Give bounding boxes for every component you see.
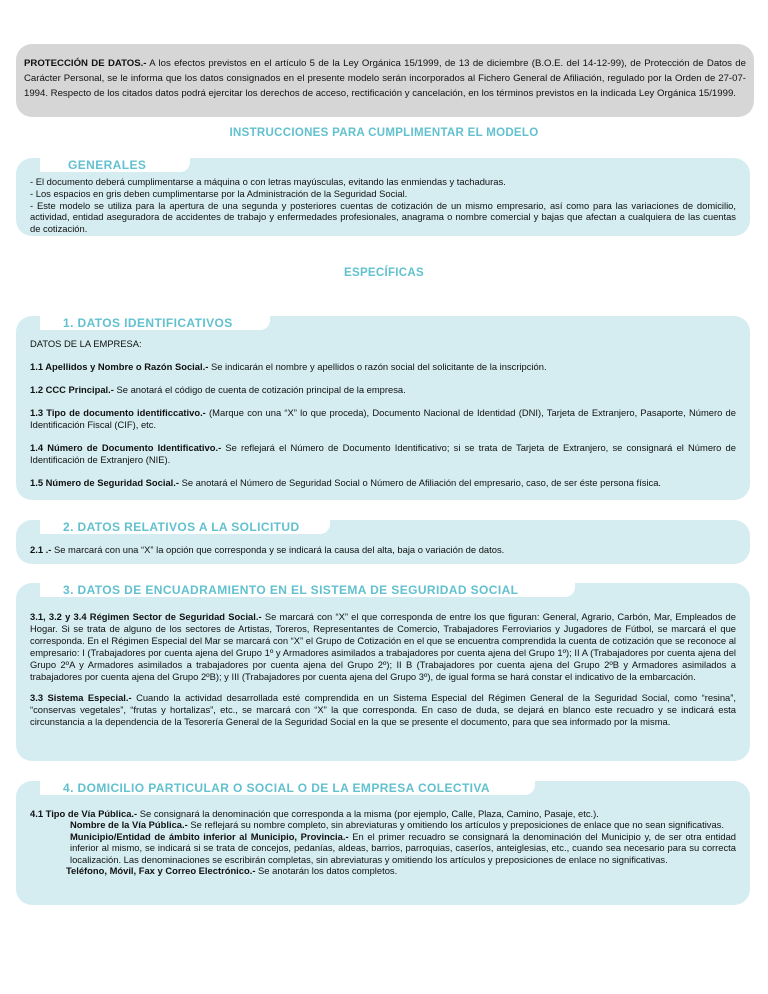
section-1-text xyxy=(30,338,736,489)
generales-line: - El documento deberá cumplimentarse a máquina o con letras mayúsculas, evitando las enmiendas y tachaduras. xyxy=(30,176,506,187)
section-4-panel xyxy=(16,781,750,905)
section-2-text xyxy=(30,544,736,556)
item-label: Teléfono, Móvil, Fax y Correo Electrónico.- xyxy=(66,865,256,877)
item-1-1 xyxy=(30,361,736,373)
item-text: En el primer recuadro se consignará la denominación del Municipio y, de ser otra entidad inferior al mismo, se indicará si se trata de concejos, pedanías, aldeas, barrios, parroquias, caseríos, anteiglesias, etc., cuando sea necesario para su correcta localización. Las denominaciones se escribirán completas, sin abreviaturas y omitiendo los artículos y preposiciones de enlace no significativas. xyxy=(70,830,736,865)
section-4-text xyxy=(30,808,736,876)
section-1-heading: 1. DATOS IDENTIFICATIVOS xyxy=(63,316,233,330)
item-text: (Marque con una “X” lo que proceda), Documento Nacional de Identidad (DNI), Tarjeta de Extranjero, Pasaporte, Número de Identificación Fiscal (CIF), etc. xyxy=(30,407,736,430)
item-4-1 xyxy=(30,808,736,819)
item-label: 1.1 Apellidos y Nombre o Razón Social.- xyxy=(30,361,209,372)
section-4-heading: 4. DOMICILIO PARTICULAR O SOCIAL O DE LA EMPRESA COLECTIVA xyxy=(63,781,490,795)
page-title: INSTRUCCIONES PARA CUMPLIMENTAR EL MODELO xyxy=(229,127,539,139)
item-label: 3.1, 3.2 y 3.4 Régimen Sector de Seguridad Social.- xyxy=(30,611,262,622)
item-text: Se marcará con “X” el que corresponda de entre los que figuran: General, Agrario, Carbón, Mar, Empleados de Hogar. Si se trata de alguno de los sectores de Artistas, Toreros, Representantes de Comercio, Trabajadores Ferroviarios y Jugadores de Fútbol, se marcará el que corresponda. En el Régimen Especial del Mar se marcará con “X” el Grupo de Cotización en el que se encuentra comprendida la cuenta de cotización que se reconoce al empresario: I (Trabajadores por cuenta ajena del Grupo 1º y Armadores asimilados a trabajadores por cuenta ajena del Grupo 1º); II A (Trabajadores por cuenta ajena del Grupo 2ºA y Armadores asimilados a trabajadores por cuenta ajena del Grupo 2º); II B (Trabajadores por cuenta ajena del Grupo 2ºB y Armadores asimilados a trabajadores por cuenta ajena del Grupo 2ºB); y III (Trabajadores por cuenta ajena del Grupo 3º), de igual forma se hará constar el indicativo de la embarcación. xyxy=(30,611,736,682)
section-3-heading: 3. DATOS DE ENCUADRAMIENTO EN EL SISTEMA DE SEGURIDAD SOCIAL xyxy=(63,583,519,597)
generales-line: - Este modelo se utiliza para la apertura de una segunda y posteriores cuentas de cotización de un mismo empresario, así como para las variaciones de domicilio, actividad, entidad aseguradora de accidentes de trabajo y enfermedades profesionales, anagrama o nombre comercial y bajas que afectan a cualquiera de las cuentas de cotización. xyxy=(30,199,736,235)
section-2-panel xyxy=(16,520,750,564)
item-text: Se reflejará el Número de Documento Identificativo; si se trata de Tarjeta de Extranjero, se consignará el Número de Identificación de Extranjero (NIE). xyxy=(30,442,736,465)
generales-text xyxy=(30,176,736,235)
section-1-intro: DATOS DE LA EMPRESA: xyxy=(30,338,142,349)
especificas-title: ESPECÍFICAS xyxy=(344,267,424,279)
section-3-panel xyxy=(16,583,750,761)
item-1-3 xyxy=(30,407,736,431)
item-3-1 xyxy=(30,611,736,683)
item-text: Cuando la actividad desarrollada esté comprendida en un Sistema Especial del Régimen General de la Seguridad Social, como “resina”, “conservas vegetales”, “frutas y hortalizas”, etc., se marcará con “X” la que corresponda. En caso de duda, se dejará en blanco este recuadro y se indicará esta circunstancia a la dependencia de la Tesorería General de la Seguridad Social en la que se presente el documento, para que sea informado por la misma. xyxy=(30,692,736,727)
data-protection-label: PROTECCIÓN DE DATOS.- xyxy=(24,58,147,69)
item-4-municipio xyxy=(30,831,736,865)
item-label: Nombre de la Vía Pública.- xyxy=(70,819,188,831)
data-protection-text xyxy=(24,56,746,101)
item-text: Se anotará el código de cuenta de cotización principal de la empresa. xyxy=(113,384,406,395)
item-4-nombre xyxy=(30,819,736,830)
item-label: Municipio/Entidad de ámbito inferior al Municipio, Provincia.- xyxy=(70,830,349,842)
item-label: 2.1 .- xyxy=(30,544,52,555)
item-text: Se consignará la denominación que corresponda a la misma (por ejemplo, Calle, Plaza, Camino, Pasaje, etc.). xyxy=(137,808,599,819)
section-2-heading: 2. DATOS RELATIVOS A LA SOLICITUD xyxy=(63,520,300,534)
item-label: 1.5 Número de Seguridad Social.- xyxy=(30,477,179,488)
item-text: Se marcará con una “X” la opción que corresponda y se indicará la causa del alta, baja o variación de datos. xyxy=(51,544,505,555)
section-1-panel xyxy=(16,316,750,500)
item-label: 3.3 Sistema Especial.- xyxy=(30,692,132,703)
generales-heading: GENERALES xyxy=(68,158,147,172)
generales-line: - Los espacios en gris deben cumplimentarse por la Administración de la Seguridad Social. xyxy=(30,187,408,199)
item-1-4 xyxy=(30,442,736,466)
item-1-5 xyxy=(30,477,736,489)
item-text: Se anotará el Número de Seguridad Social o Número de Afiliación del empresario, caso, de ser éste persona física. xyxy=(179,477,662,488)
item-text: Se indicarán el nombre y apellidos o razón social del solicitante de la inscripción. xyxy=(208,361,547,372)
section-3-text xyxy=(30,611,736,728)
generales-panel xyxy=(16,158,750,236)
data-protection-body: A los efectos previstos en el artículo 5 de la Ley Orgánica 15/1999, de 13 de diciembre (B.O.E. del 14-12-99), de Protección de Datos de Carácter Personal, se le informa que los datos consignados en el presente modelo serán incorporados al Fichero General de Afiliación, regulado por la Orden de 27-07-1994. Respecto de los citados datos podrá ejercitar los derechos de acceso, rectificación y cancelación, en los términos previstos en la indicada Ley Orgánica 15/1999. xyxy=(24,58,746,99)
item-text: Se reflejará su nombre completo, sin abreviaturas y omitiendo los artículos y preposiciones de enlace que no sean significativas. xyxy=(187,819,724,831)
item-label: 1.3 Tipo de documento identificcativo.- xyxy=(30,407,206,418)
item-label: 1.4 Número de Documento Identificativo.- xyxy=(30,442,222,453)
item-1-2 xyxy=(30,384,736,396)
item-label: 4.1 Tipo de Vía Pública.- xyxy=(30,808,138,819)
item-3-3 xyxy=(30,692,736,728)
item-4-telefono xyxy=(30,865,736,876)
item-2-1 xyxy=(30,544,736,556)
item-text: Se anotarán los datos completos. xyxy=(255,865,398,877)
item-label: 1.2 CCC Principal.- xyxy=(30,384,114,395)
